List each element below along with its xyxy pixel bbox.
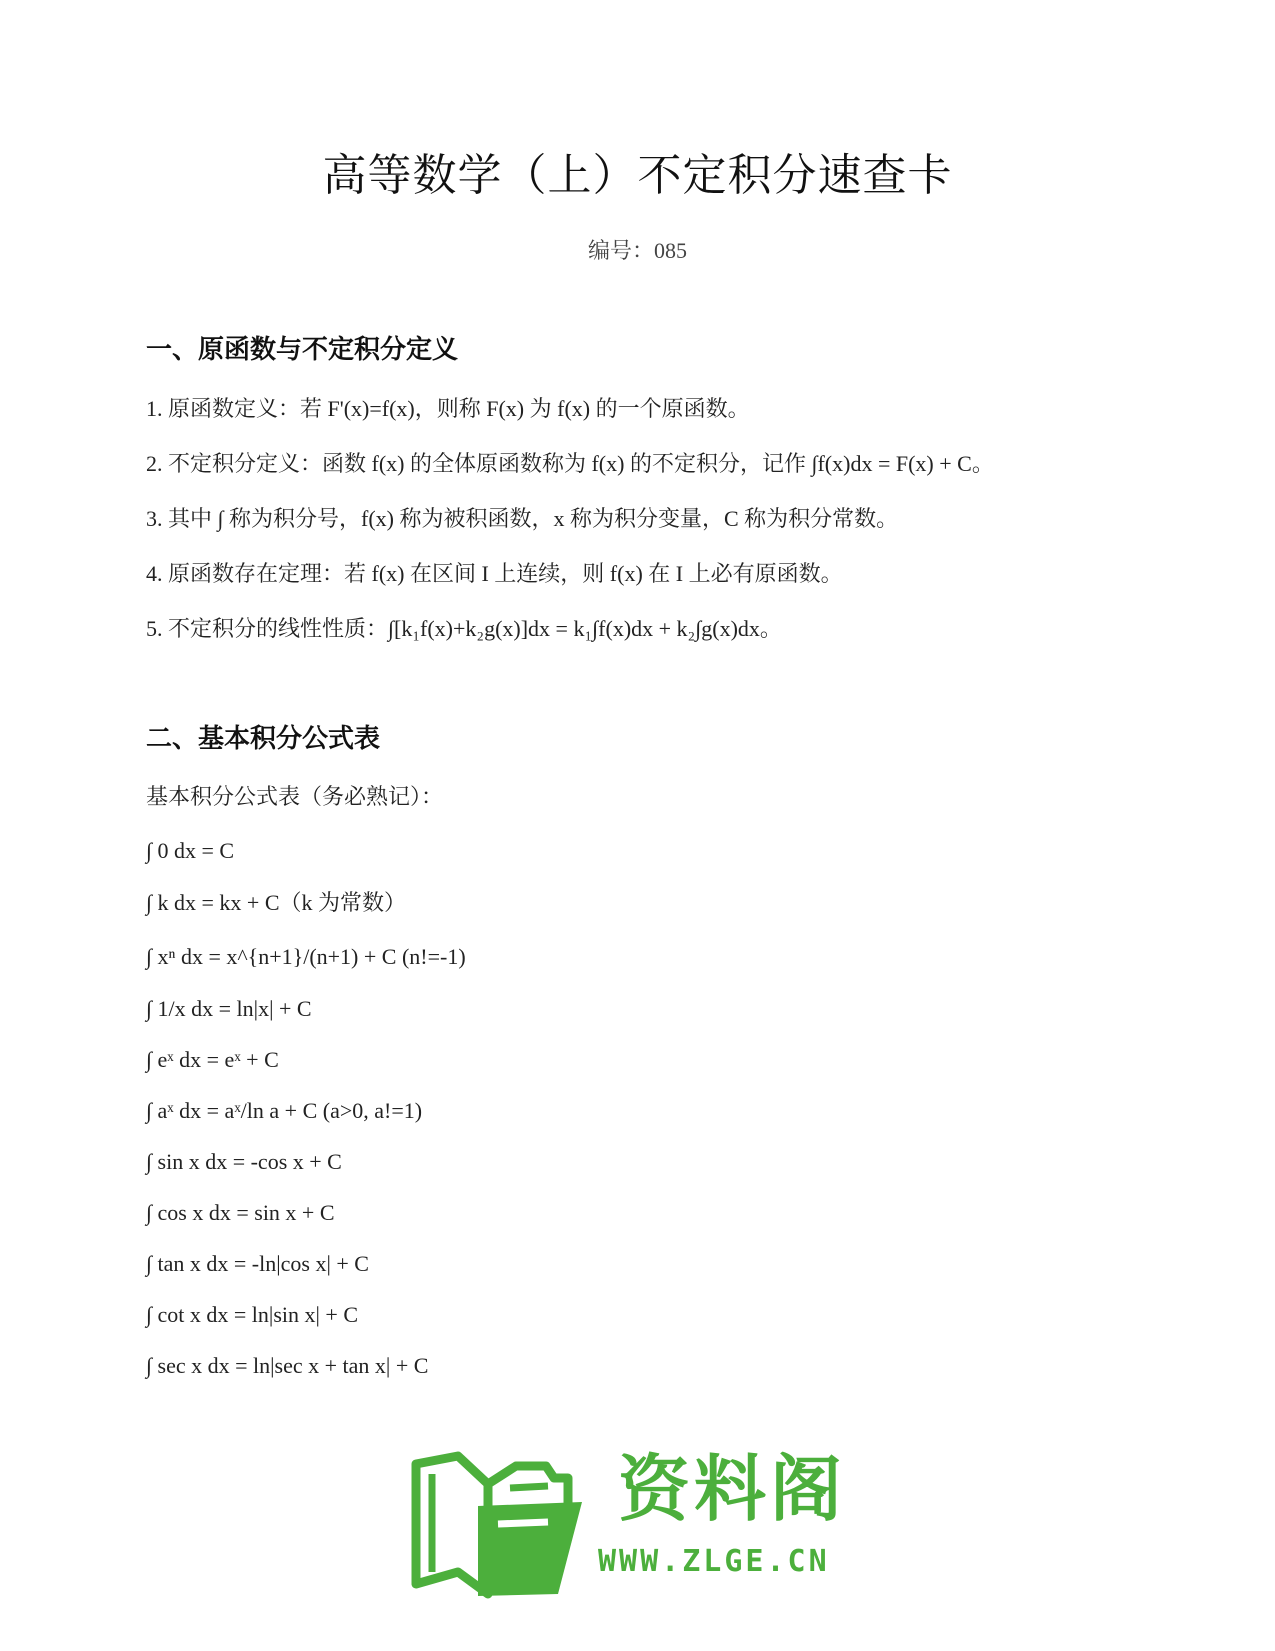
definition-line-5: 5. 不定积分的线性性质：∫[k₁f(x)+k₂g(x)]dx = k₁∫f(x)dx + k₂∫g(x)dx。 bbox=[146, 616, 782, 641]
watermark-brand: 资料阁 bbox=[618, 1447, 847, 1531]
definition-line-1: 1. 原函数定义：若 F'(x)=f(x)，则称 F(x) 为 f(x) 的一个原函数。 bbox=[146, 396, 750, 421]
formula-line: ∫ eˣ dx = eˣ + C bbox=[146, 1047, 279, 1072]
formula-line: ∫ 0 dx = C bbox=[146, 838, 235, 863]
definition-line-3: 3. 其中 ∫ 称为积分号，f(x) 称为被积函数，x 称为积分变量，C 称为积分常数。 bbox=[146, 506, 899, 531]
open-book-folder-icon bbox=[398, 1444, 598, 1604]
formula-line: ∫ cos x dx = sin x + C bbox=[146, 1200, 335, 1225]
definition-line-2: 2. 不定积分定义：函数 f(x) 的全体原函数称为 f(x) 的不定积分，记作 ∫f(x)dx = F(x) + C。 bbox=[146, 451, 994, 476]
section-heading-formulas: 二、基本积分公式表 bbox=[146, 724, 381, 754]
watermark-logo bbox=[398, 1444, 878, 1604]
formula-line: ∫ cot x dx = ln|sin x| + C bbox=[146, 1302, 358, 1327]
formula-line: ∫ k dx = kx + C（k 为常数） bbox=[146, 890, 407, 915]
formula-line: ∫ sec x dx = ln|sec x + tan x| + C bbox=[146, 1353, 429, 1378]
formula-table-intro: 基本积分公式表（务必熟记）： bbox=[146, 784, 444, 809]
formula-line: ∫ tan x dx = -ln|cos x| + C bbox=[146, 1251, 369, 1276]
formula-line: ∫ 1/x dx = ln|x| + C bbox=[146, 996, 312, 1021]
page-title: 高等数学（上）不定积分速查卡 bbox=[322, 150, 953, 201]
watermark-url: WWW.ZLGE.CN bbox=[598, 1544, 830, 1579]
document-number: 编号：085 bbox=[587, 238, 687, 263]
section-heading-definitions: 一、原函数与不定积分定义 bbox=[146, 335, 459, 365]
formula-line: ∫ sin x dx = -cos x + C bbox=[146, 1149, 342, 1174]
formula-line: ∫ aˣ dx = aˣ/ln a + C (a>0, a!=1) bbox=[146, 1098, 423, 1123]
definition-line-4: 4. 原函数存在定理：若 f(x) 在区间 I 上连续，则 f(x) 在 I 上必有原函数。 bbox=[146, 561, 843, 586]
formula-line: ∫ xⁿ dx = x^{n+1}/(n+1) + C (n!=-1) bbox=[146, 944, 466, 969]
